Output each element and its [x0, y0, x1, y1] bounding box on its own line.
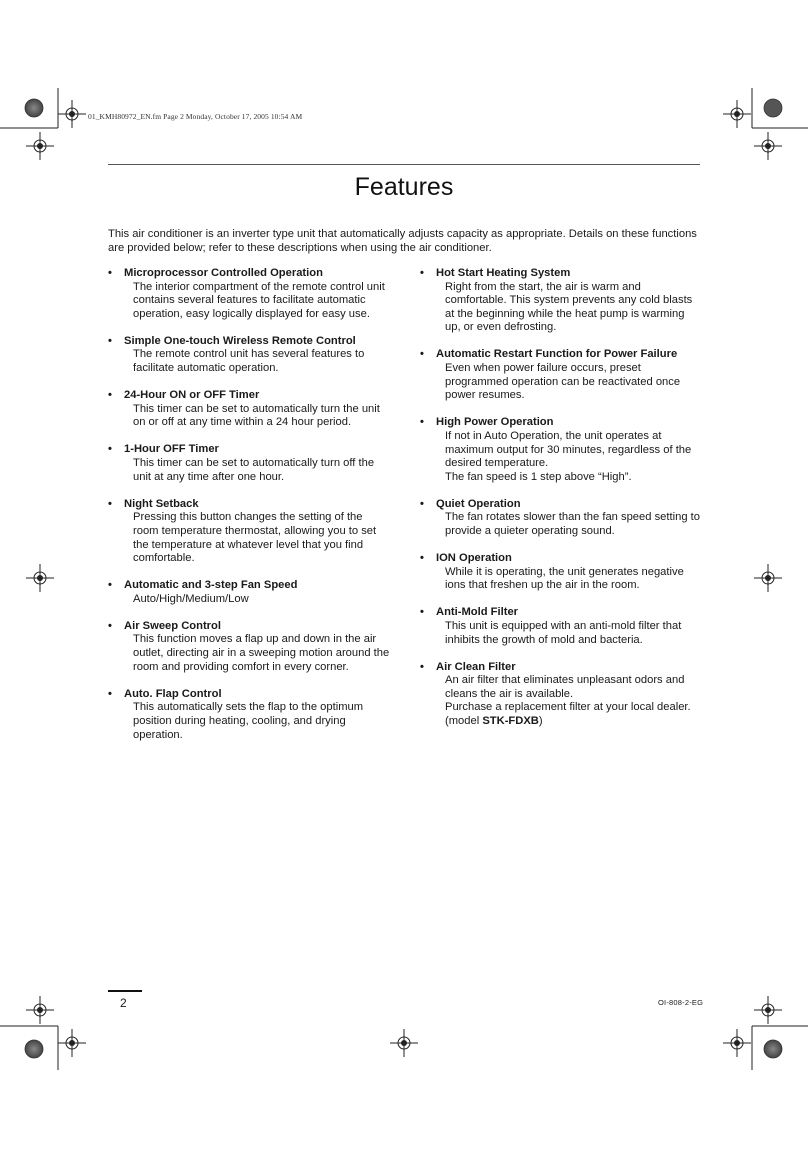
feature-desc-extra: Purchase a replacement filter at your local dealer.	[445, 701, 691, 714]
feature-item	[108, 335, 390, 376]
feature-item	[108, 443, 390, 484]
feature-desc: This timer can be set to automatically turn the unit on or off at any time within a 24 hour period.	[133, 402, 380, 429]
bullet: •	[108, 389, 112, 402]
feature-title: 24-Hour ON or OFF Timer	[124, 389, 260, 402]
feature-item	[420, 267, 702, 335]
feature-desc: This function moves a flap up and down in the air outlet, directing air in a sweeping motion around the room and providing comfort in every corner.	[133, 633, 390, 673]
bullet: •	[108, 687, 112, 700]
feature-item	[108, 688, 390, 742]
feature-desc: The fan rotates slower than the fan speed setting to provide a quieter operating sound.	[445, 511, 700, 537]
page-title: Features	[354, 173, 454, 201]
top-divider	[108, 164, 700, 165]
feature-item	[420, 606, 702, 647]
feature-item	[420, 348, 702, 402]
feature-desc: This automatically sets the flap to the optimum position during heating, cooling, and drying operation.	[133, 701, 364, 741]
bullet: •	[108, 619, 112, 632]
feature-item	[108, 267, 390, 321]
feature-desc: Even when power failure occurs, preset programmed operation can be reactivated once power resumes.	[445, 362, 681, 402]
feature-item	[108, 389, 390, 430]
bullet: •	[108, 443, 112, 456]
intro-paragraph: This air conditioner is an inverter type unit that automatically adjusts capacity as appropriate. Details on these functions are provided below; refer to these descriptions when using the air conditioner.	[108, 228, 697, 255]
feature-desc: This unit is equipped with an anti-mold filter that inhibits the growth of mold and bacteria.	[445, 619, 682, 646]
feature-desc: While it is operating, the unit generates negative ions that freshen up the air in the room.	[445, 565, 684, 592]
feature-title: 1-Hour OFF Timer	[124, 443, 219, 456]
feature-item	[420, 416, 702, 484]
feature-title: Air Sweep Control	[124, 619, 221, 632]
model-prefix: (model	[445, 715, 483, 728]
bullet: •	[420, 606, 424, 619]
feature-desc: Auto/High/Medium/Low	[133, 592, 249, 605]
feature-desc: Right from the start, the air is warm and comfortable. This system prevents any cold blasts at the beginning while the heat pump is warming up, or even defrosting.	[445, 280, 693, 334]
features-left-column	[108, 267, 390, 756]
bullet: •	[108, 497, 112, 510]
bullet: •	[420, 348, 424, 361]
feature-title: Night Setback	[124, 497, 199, 510]
feature-desc: The remote control unit has several features to facilitate automatic operation.	[133, 348, 365, 375]
feature-title: Air Clean Filter	[436, 660, 516, 673]
bullet: •	[108, 267, 112, 279]
feature-title: Quiet Operation	[436, 497, 521, 510]
feature-title: Hot Start Heating System	[436, 267, 571, 279]
bullet: •	[420, 660, 424, 673]
bullet: •	[420, 552, 424, 565]
page-number: 2	[120, 996, 127, 1010]
bullet: •	[420, 267, 424, 279]
bullet: •	[108, 579, 112, 592]
feature-title: Anti-Mold Filter	[436, 606, 519, 619]
feature-item	[108, 620, 390, 674]
feature-desc: The interior compartment of the remote control unit contains several features to facilitate automatic operation, easy logically displayed for easy use.	[133, 280, 385, 320]
feature-desc: This timer can be set to automatically turn off the unit at any time after one hour.	[133, 457, 375, 483]
bullet: •	[108, 334, 112, 347]
feature-title: Automatic Restart Function for Power Failure	[436, 348, 678, 361]
feature-desc-extra: The fan speed is 1 step above “High”.	[445, 470, 632, 483]
feature-item	[420, 498, 702, 539]
page-number-rule	[108, 990, 142, 992]
bullet: •	[420, 416, 424, 429]
feature-title: High Power Operation	[436, 416, 554, 429]
print-header-meta: 01_KMH80972_EN.fm Page 2 Monday, October 17, 2005 10:54 AM	[88, 112, 303, 121]
feature-title: Auto. Flap Control	[124, 687, 222, 700]
feature-title: Simple One-touch Wireless Remote Control	[124, 334, 356, 347]
feature-item	[108, 579, 390, 606]
features-right-column	[420, 267, 702, 742]
feature-title: ION Operation	[436, 552, 512, 565]
feature-title: Automatic and 3-step Fan Speed	[124, 579, 298, 592]
bullet: •	[420, 497, 424, 510]
feature-desc: An air filter that eliminates unpleasant odors and cleans the air is available.	[445, 674, 685, 700]
feature-item	[108, 498, 390, 566]
feature-desc: Pressing this button changes the setting of the room temperature thermostat, allowing you to set the temperature at whatever level that you find comfortable.	[133, 511, 377, 565]
document-code: OI-808-2-EG	[658, 998, 704, 1007]
feature-desc: If not in Auto Operation, the unit operates at maximum output for 30 minutes, regardless of the desired temperature.	[445, 429, 692, 470]
model-suffix: )	[538, 715, 543, 728]
model-line	[436, 715, 702, 729]
feature-item	[420, 552, 702, 593]
feature-item	[420, 661, 702, 729]
feature-title: Microprocessor Controlled Operation	[124, 267, 323, 279]
model-number: STK-FDXB	[482, 715, 539, 728]
